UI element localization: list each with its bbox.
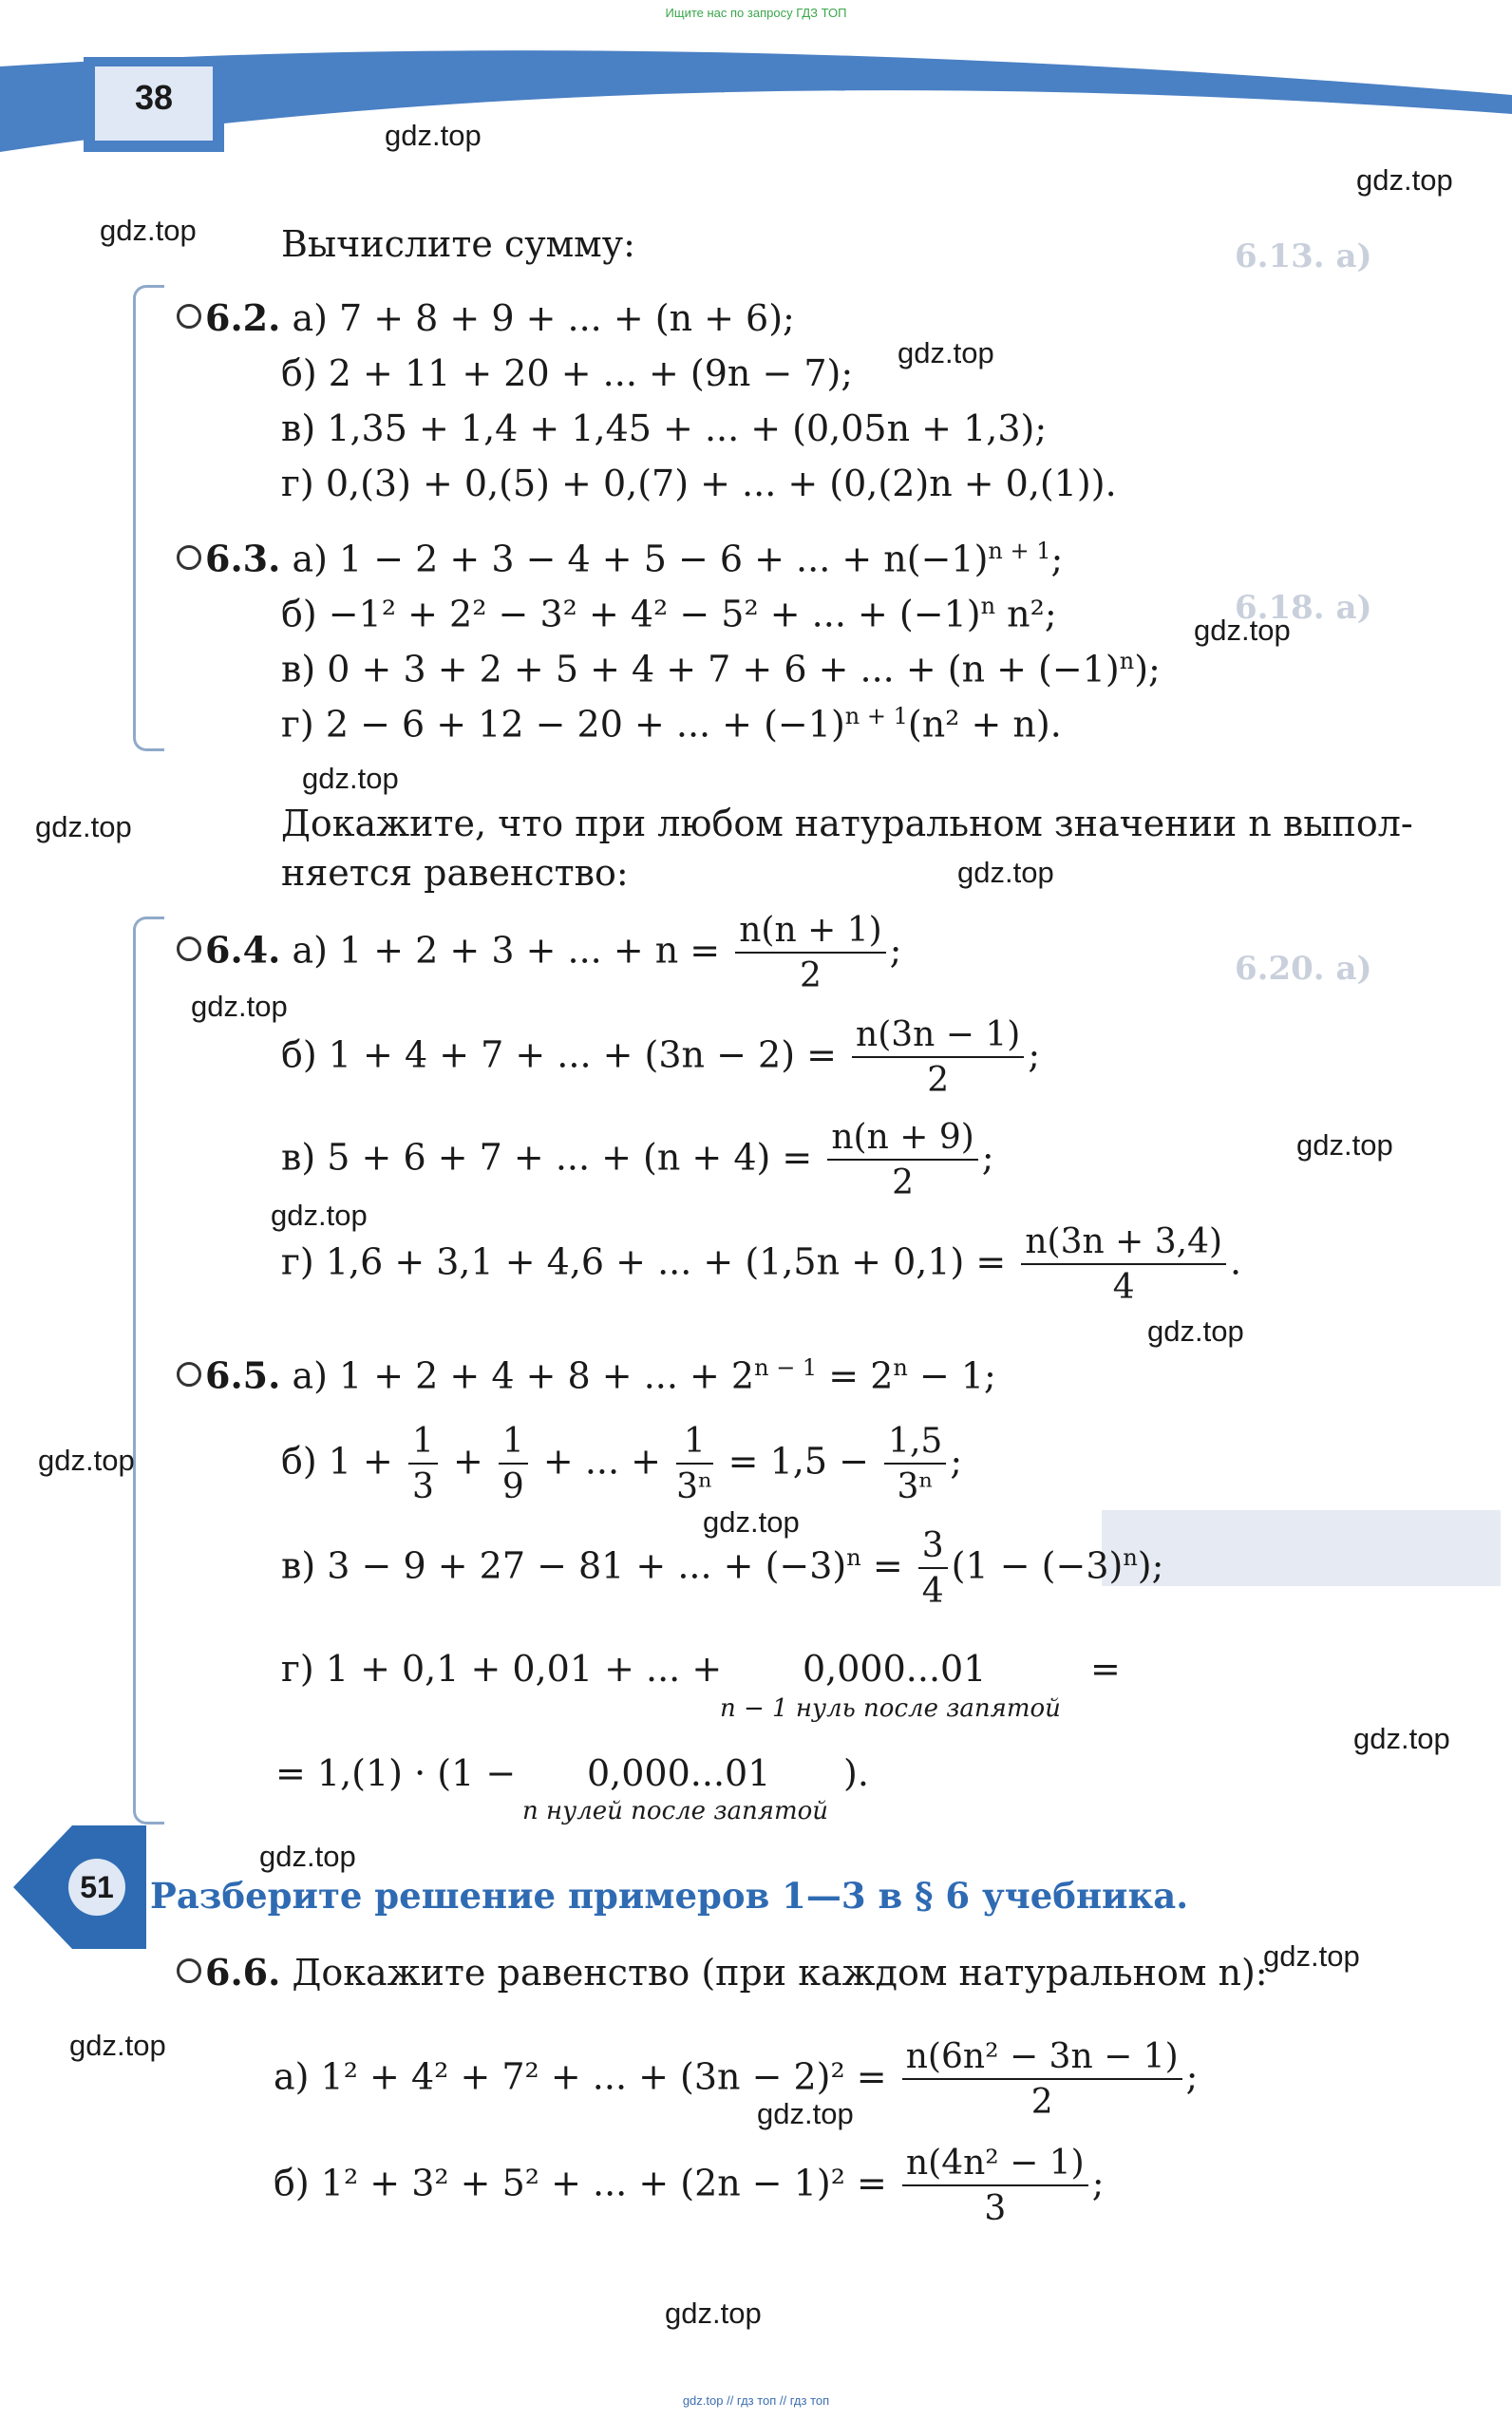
exercise-6-3-a: 6.3. а) 1 − 2 + 3 − 4 + 5 − 6 + ... + $n(-1)^{n + 1}$; (177, 539, 1063, 577)
watermark: gdz.top (898, 336, 994, 369)
exercise-6-4-a: 6.4. а) 1 + 2 + 3 + ... + n = $\frac{n(n + 1)}{2}$ ; (177, 914, 901, 993)
exercise-number: 6.6. (205, 1951, 281, 1994)
exercise-6-6-a: а) 1² + 4² + 7² + ... + (3n − 2)² = $\frac{\text{n(6n² − 3n − 1)}}{2}$ ; (274, 2037, 1199, 2122)
exercise-6-5-d-value: 0,000...01 (803, 1648, 987, 1690)
fraction: $\frac{\text{n(4n² − 1)}}{3}$ (902, 2146, 1088, 2226)
exercise-6-4-d: г) 1,6 + 3,1 + 4,6 + ... + (1,5n + 0,1) = $\frac{n(3n + 3,4)}{4}$ . (281, 1222, 1242, 1307)
exercise-6-5-b: б) 1 + $\frac{1}{3}$ + $\frac{1}{9}$ + ... + $\frac{1}{\text{3ⁿ}}$ = 1,5 − $\frac{1,5}{\text{3ⁿ}}$ ; (281, 1422, 963, 1506)
bottom-note: gdz.top // гдз топ // гдз топ (682, 2393, 830, 2408)
watermark: gdz.top (191, 990, 288, 1023)
top-note: Ищите нас по запросу ГДЗ ТОП (665, 6, 847, 20)
bleed-text: 6.18. а) (1235, 589, 1372, 627)
watermark: gdz.top (100, 214, 197, 247)
exercise-6-3-c: в) 0 + 3 + 2 + 5 + 4 + 7 + 6 + ... + $(n + (-1)^n)$; (281, 648, 1161, 690)
exercise-6-5-e: = 1,(1) · (1 − (275, 1752, 517, 1794)
watermark: gdz.top (259, 1840, 356, 1873)
exercise-6-5-d-equals: = (1090, 1648, 1121, 1690)
exercise-6-5-e-note: n нулей после запятой (522, 1797, 829, 1825)
circle-icon (177, 545, 201, 570)
watermark: gdz.top (1356, 163, 1453, 197)
exercise-6-2-d: г) 0,(3) + 0,(5) + 0,(7) + ... + (0,(2)n + 0,(1)). (281, 463, 1117, 504)
watermark: gdz.top (757, 2097, 854, 2130)
fraction: $\frac{n(n + 1)}{2}$ (735, 914, 885, 993)
section-intro-line-1: Докажите, что при любом натуральном значении n выпол- (281, 803, 1413, 844)
exercise-6-6-b: б) 1² + 3² + 5² + ... + (2n − 1)² = $\frac{\text{n(4n² − 1)}}{3}$ ; (274, 2144, 1105, 2228)
callout-badge: 51 (80, 1870, 114, 1904)
exercise-number: 6.2. (205, 296, 281, 339)
watermark: gdz.top (385, 119, 482, 152)
exercise-6-2-b: б) 2 + 11 + 20 + ... + (9n − 7); (281, 352, 854, 394)
watermark: gdz.top (38, 1444, 135, 1477)
header-band (0, 19, 1512, 161)
fraction: $\frac{n(n + 9)}{2}$ (827, 1121, 977, 1201)
fraction: $\frac{3}{4}$ (918, 1529, 948, 1609)
exercise-6-5-c: в) 3 − 9 + 27 − 81 + ... + $(-3)^n$ = $\frac{3}{4}$ $(1 - (-3)^n)$; (281, 1526, 1164, 1611)
exercise-number: 6.3. (205, 537, 281, 580)
exercise-6-6-title: 6.6. Докажите равенство (при каждом натуральном n): (177, 1955, 1268, 1991)
exercise-6-5-d: г) 1 + 0,1 + 0,01 + ... + (281, 1648, 723, 1690)
fraction: $\frac{1}{9}$ (499, 1425, 528, 1504)
watermark: gdz.top (302, 762, 399, 795)
fraction: $\frac{n(3n - 1)}{2}$ (852, 1018, 1024, 1098)
section-intro: Вычислите сумму: (281, 223, 635, 265)
watermark: gdz.top (703, 1505, 800, 1539)
section-intro-line-2: няется равенство: (281, 852, 629, 894)
exercise-6-5-e-value: 0,000...01 (587, 1752, 771, 1794)
watermark: gdz.top (1296, 1128, 1393, 1162)
exercise-6-2-a: 6.2. а) 7 + 8 + 9 + ... + (n + 6); (177, 300, 795, 336)
fraction: $\frac{1}{\text{3ⁿ}}$ (676, 1422, 713, 1506)
exercise-6-3-d: г) 2 − 6 + 12 − 20 + ... + $(-1)^{n + 1}(n^2 + n)$. (281, 703, 1062, 746)
watermark: gdz.top (665, 2297, 762, 2330)
watermark: gdz.top (957, 856, 1054, 889)
watermark: gdz.top (1147, 1314, 1244, 1348)
bleed-text: 6.20. а) (1235, 950, 1372, 988)
circle-icon (177, 936, 201, 961)
exercise-6-5-e-end: ). (843, 1752, 869, 1794)
exercise-6-2-c: в) 1,35 + 1,4 + 1,45 + ... + (0,05n + 1,3); (281, 407, 1048, 449)
circle-icon (177, 304, 201, 329)
callout-text: Разберите решение примеров 1—3 в § 6 учебника. (150, 1875, 1189, 1917)
watermark: gdz.top (35, 810, 132, 843)
watermark: gdz.top (1263, 1939, 1360, 1973)
exercise-6-4-b: б) 1 + 4 + 7 + ... + (3n − 2) = $\frac{n(3n - 1)}{2}$ ; (281, 1015, 1041, 1100)
fraction: $\frac{1}{3}$ (408, 1425, 438, 1504)
page-number: 38 (134, 78, 174, 117)
watermark: gdz.top (1194, 614, 1291, 647)
exercise-6-3-b: б) −1² + 2² − 3² + 4² − 5² + ... + $(-1)^n$ n²; (281, 593, 1057, 635)
fraction: $\frac{\text{n(6n² − 3n − 1)}}{2}$ (902, 2040, 1182, 2120)
bleed-text: 6.13. а) (1235, 237, 1372, 275)
exercise-6-5-d-note: n − 1 нуль после запятой (720, 1694, 1061, 1723)
watermark: gdz.top (69, 2029, 166, 2062)
exercise-6-5-a: 6.5. а) 1 + 2 + 4 + 8 + ... + $2^{n - 1} = 2^n - 1$; (177, 1356, 996, 1394)
exercise-number: 6.4. (205, 928, 281, 972)
watermark: gdz.top (271, 1199, 368, 1232)
group-bracket-1 (133, 285, 164, 751)
watermark: gdz.top (1353, 1722, 1450, 1755)
group-bracket-2 (133, 917, 164, 1824)
circle-icon (177, 1958, 201, 1983)
fraction: $\frac{1,5}{\text{3ⁿ}}$ (884, 1425, 946, 1504)
exercise-6-4-c: в) 5 + 6 + 7 + ... + (n + 4) = $\frac{n(n + 9)}{2}$ ; (281, 1118, 994, 1202)
fraction: $\frac{n(3n + 3,4)}{4}$ (1021, 1225, 1226, 1305)
circle-icon (177, 1362, 201, 1387)
exercise-number: 6.5. (205, 1353, 281, 1397)
